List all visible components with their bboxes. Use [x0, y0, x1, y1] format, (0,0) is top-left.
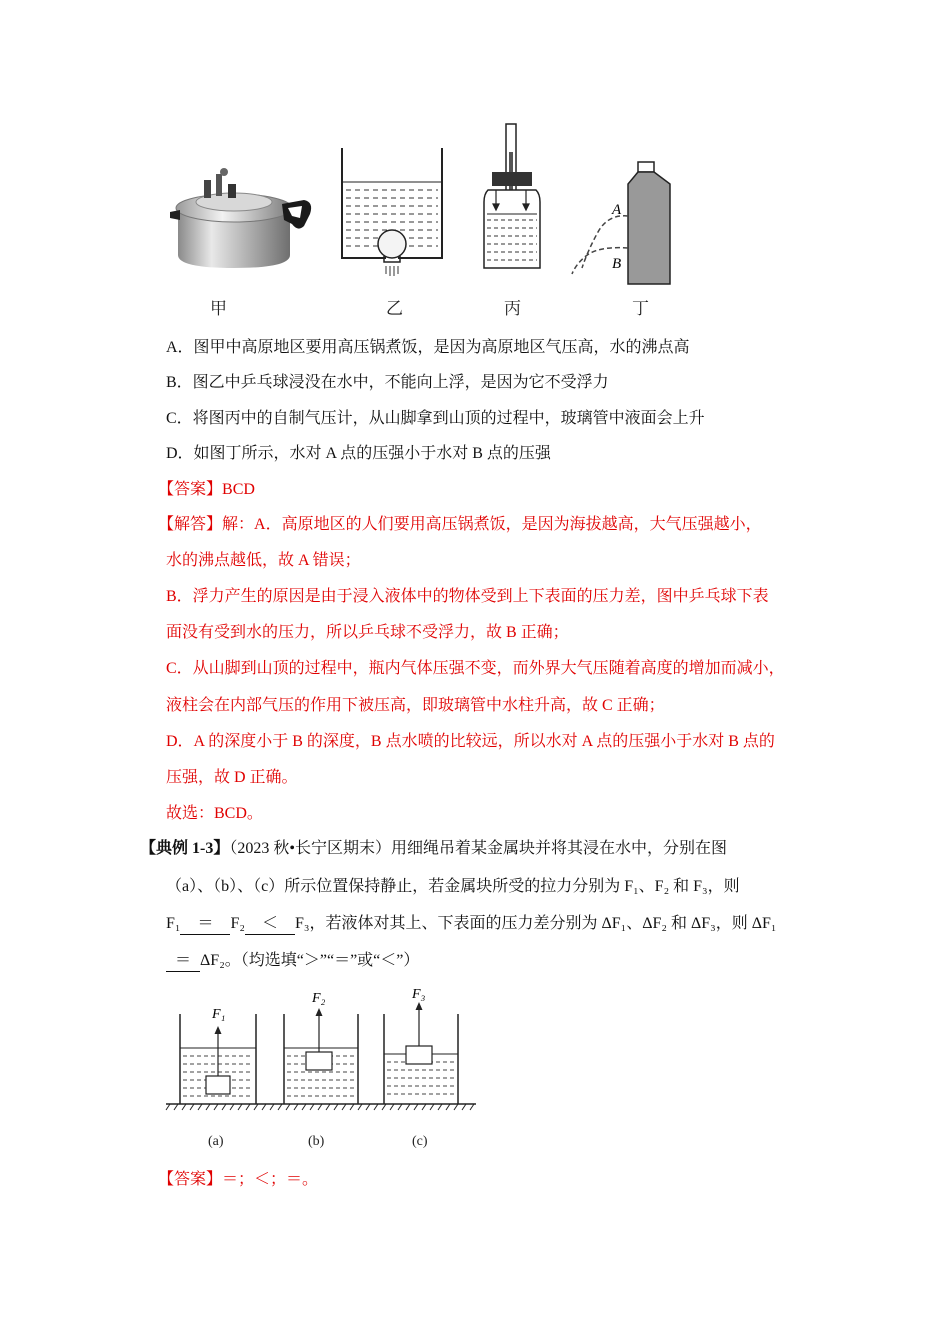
force-label-f1: F₁ — [212, 1007, 226, 1022]
answer-1 — [158, 480, 255, 500]
beaker-ball-figure — [338, 146, 446, 278]
example-line-2: （a）、（b）、（c）所示位置保持静止，若金属块所受的拉力分别为 F₁、F₂ 和 F₃，则 — [166, 878, 740, 895]
answer-2-value: ＝；＜；＝。 — [222, 1171, 319, 1188]
f2-symbol: F₂ — [230, 915, 245, 932]
caption-ding: 丁 — [632, 299, 649, 318]
analysis-line-8: 压强，故 D 正确。 — [166, 769, 298, 786]
blank-1: ＝ — [180, 914, 230, 935]
caption-jia: 甲 — [210, 299, 227, 318]
point-label-b: B — [612, 256, 622, 272]
caption-b: (b) — [308, 1134, 325, 1149]
container-a — [180, 1014, 256, 1104]
pressure-cooker-figure — [164, 160, 314, 275]
analysis-line-7: D．A 的深度小于 B 的深度，B 点水喷的比较远，所以水对 A 点的压强小于水对 B 点的 — [166, 733, 775, 750]
analysis-line-9: 故选：BCD。 — [166, 805, 263, 822]
answer-label: 【答案】 — [158, 481, 223, 498]
analysis-label: 【解答】 — [158, 516, 223, 533]
container-b — [284, 1008, 358, 1104]
option-b: B．图乙中乒乓球浸没在水中，不能向上浮，是因为它不受浮力 — [166, 374, 609, 391]
example-line-3-rest: F₃，若液体对其上、下表面的压力差分别为 ΔF₁、ΔF₂ 和 ΔF₃，则 ΔF₁ — [294, 915, 777, 932]
example-line-3 — [166, 914, 777, 935]
f1-symbol: F₁ — [166, 915, 181, 932]
analysis-text: 解：A．高原地区的人们要用高压锅煮饭，是因为海拔越高，大气压强越小， — [222, 516, 762, 533]
example-label: 【典例 1-3】 — [140, 840, 230, 857]
container-c — [384, 1002, 458, 1104]
analysis-line-4: 面没有受到水的压力，所以乒乓球不受浮力，故 B 正确； — [166, 624, 569, 641]
example-text: （2023 秋•长宁区期末）用细绳吊着某金属块并将其浸在水中，分别在图 — [229, 840, 727, 857]
analysis-line-1 — [158, 515, 762, 535]
option-c: C．将图丙中的自制气压计，从山脚拿到山顶的过程中，玻璃管中液面会上升 — [166, 410, 705, 427]
example-line-4 — [166, 951, 419, 972]
answer-2 — [158, 1170, 318, 1190]
example-line-1 — [140, 839, 727, 859]
force-label-f3: F₃ — [412, 987, 426, 1002]
point-label-a: A — [612, 202, 622, 218]
barometer-bottle-figure — [482, 122, 542, 272]
analysis-line-6: 液柱会在内部气压的作用下被压高，即玻璃管中水柱升高，故 C 正确； — [166, 697, 665, 714]
caption-bing: 丙 — [504, 299, 521, 318]
blank-2: ＜ — [245, 914, 295, 935]
caption-c: (c) — [412, 1134, 428, 1149]
caption-a: (a) — [208, 1134, 224, 1149]
option-d: D．如图丁所示，水对 A 点的压强小于水对 B 点的压强 — [166, 445, 551, 462]
force-label-f2: F₂ — [312, 991, 326, 1006]
option-a: A．图甲中高原地区要用高压锅煮饭，是因为高原地区气压高，水的沸点高 — [166, 339, 690, 356]
example-line-4-rest: ΔF₂。（均选填“＞”“＝”或“＜”） — [200, 952, 420, 969]
analysis-line-5: C．从山脚到山顶的过程中，瓶内气体压强不变，而外界大气压随着高度的增加而减小， — [166, 660, 785, 677]
answer-2-label: 【答案】 — [158, 1171, 223, 1188]
water-jet-bottle-figure — [568, 160, 674, 286]
caption-yi: 乙 — [386, 299, 403, 318]
three-containers-figure — [164, 978, 482, 1130]
analysis-line-2: 水的沸点越低，故 A 错误； — [166, 552, 361, 569]
analysis-line-3: B．浮力产生的原因是由于浸入液体中的物体受到上下表面的压力差，图中乒乓球下表 — [166, 588, 769, 605]
blank-3: ＝ — [166, 951, 200, 972]
answer-value: BCD — [222, 481, 255, 498]
